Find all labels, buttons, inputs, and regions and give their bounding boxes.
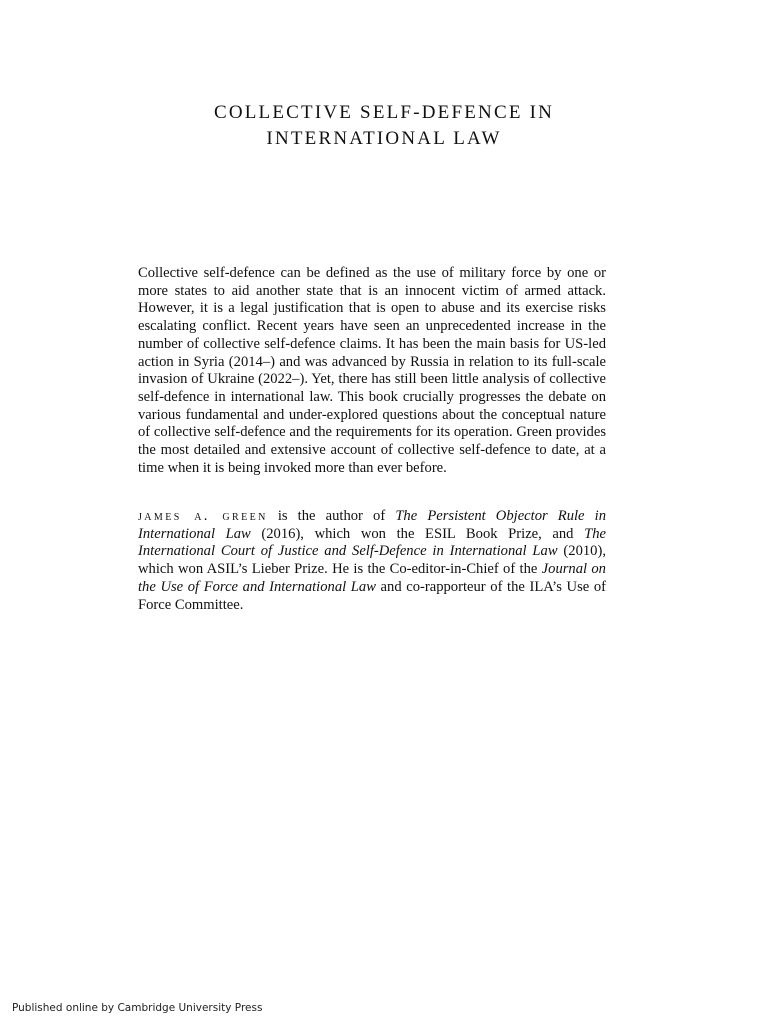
book-title-line-1: COLLECTIVE SELF-DEFENCE IN	[213, 102, 555, 123]
bio-text-3: (2010), which won ASIL’s Lieber Prize. He is the Co-editor-in-Chief of the	[138, 543, 606, 578]
bio-text-1: is the author of	[267, 508, 396, 524]
book-title	[0, 100, 768, 152]
book-title-line-2: INTERNATIONAL LAW	[266, 128, 502, 149]
bio-text-4: and co-rapporteur of the ILA’s Use of Force Committee.	[138, 578, 606, 613]
journal-title: Journal on the Use of Force and International Law	[138, 561, 606, 595]
publisher-footer: Published online by Cambridge University Press	[12, 1002, 263, 1014]
book-description: Collective self-defence can be defined as the use of military force by one or more states to aid another state that is an innocent victim of armed attack. However, it is a legal justification that is open to abuse and its exercise risks escalating conflict. Recent years have seen an unprecedented increase in the number of collective self-defence claims. It has been the main basis for US-led action in Syria (2014–) and was advanced by Russia in relation to its full-scale invasion of Ukraine (2022–). Yet, there has still been little analysis of collective self-defence in international law. This book crucially progresses the debate on various fundamental and under-explored questions about the conceptual nature of collective self-defence and the requirements for its operation. Green provides the most detailed and extensive account of collective self-defence to date, at a time when it is being invoked more than ever before.	[138, 265, 606, 476]
bio-text-2: (2016), which won the ESIL Book Prize, and	[250, 525, 585, 542]
author-name: james a. green	[138, 508, 268, 524]
author-bio	[138, 508, 606, 614]
book-title-persistent-objector: The Persistent Objector Rule in International Law	[138, 508, 607, 542]
book-title-icj-self-defence: The International Court of Justice and Self-Defence in International Law	[138, 525, 606, 560]
